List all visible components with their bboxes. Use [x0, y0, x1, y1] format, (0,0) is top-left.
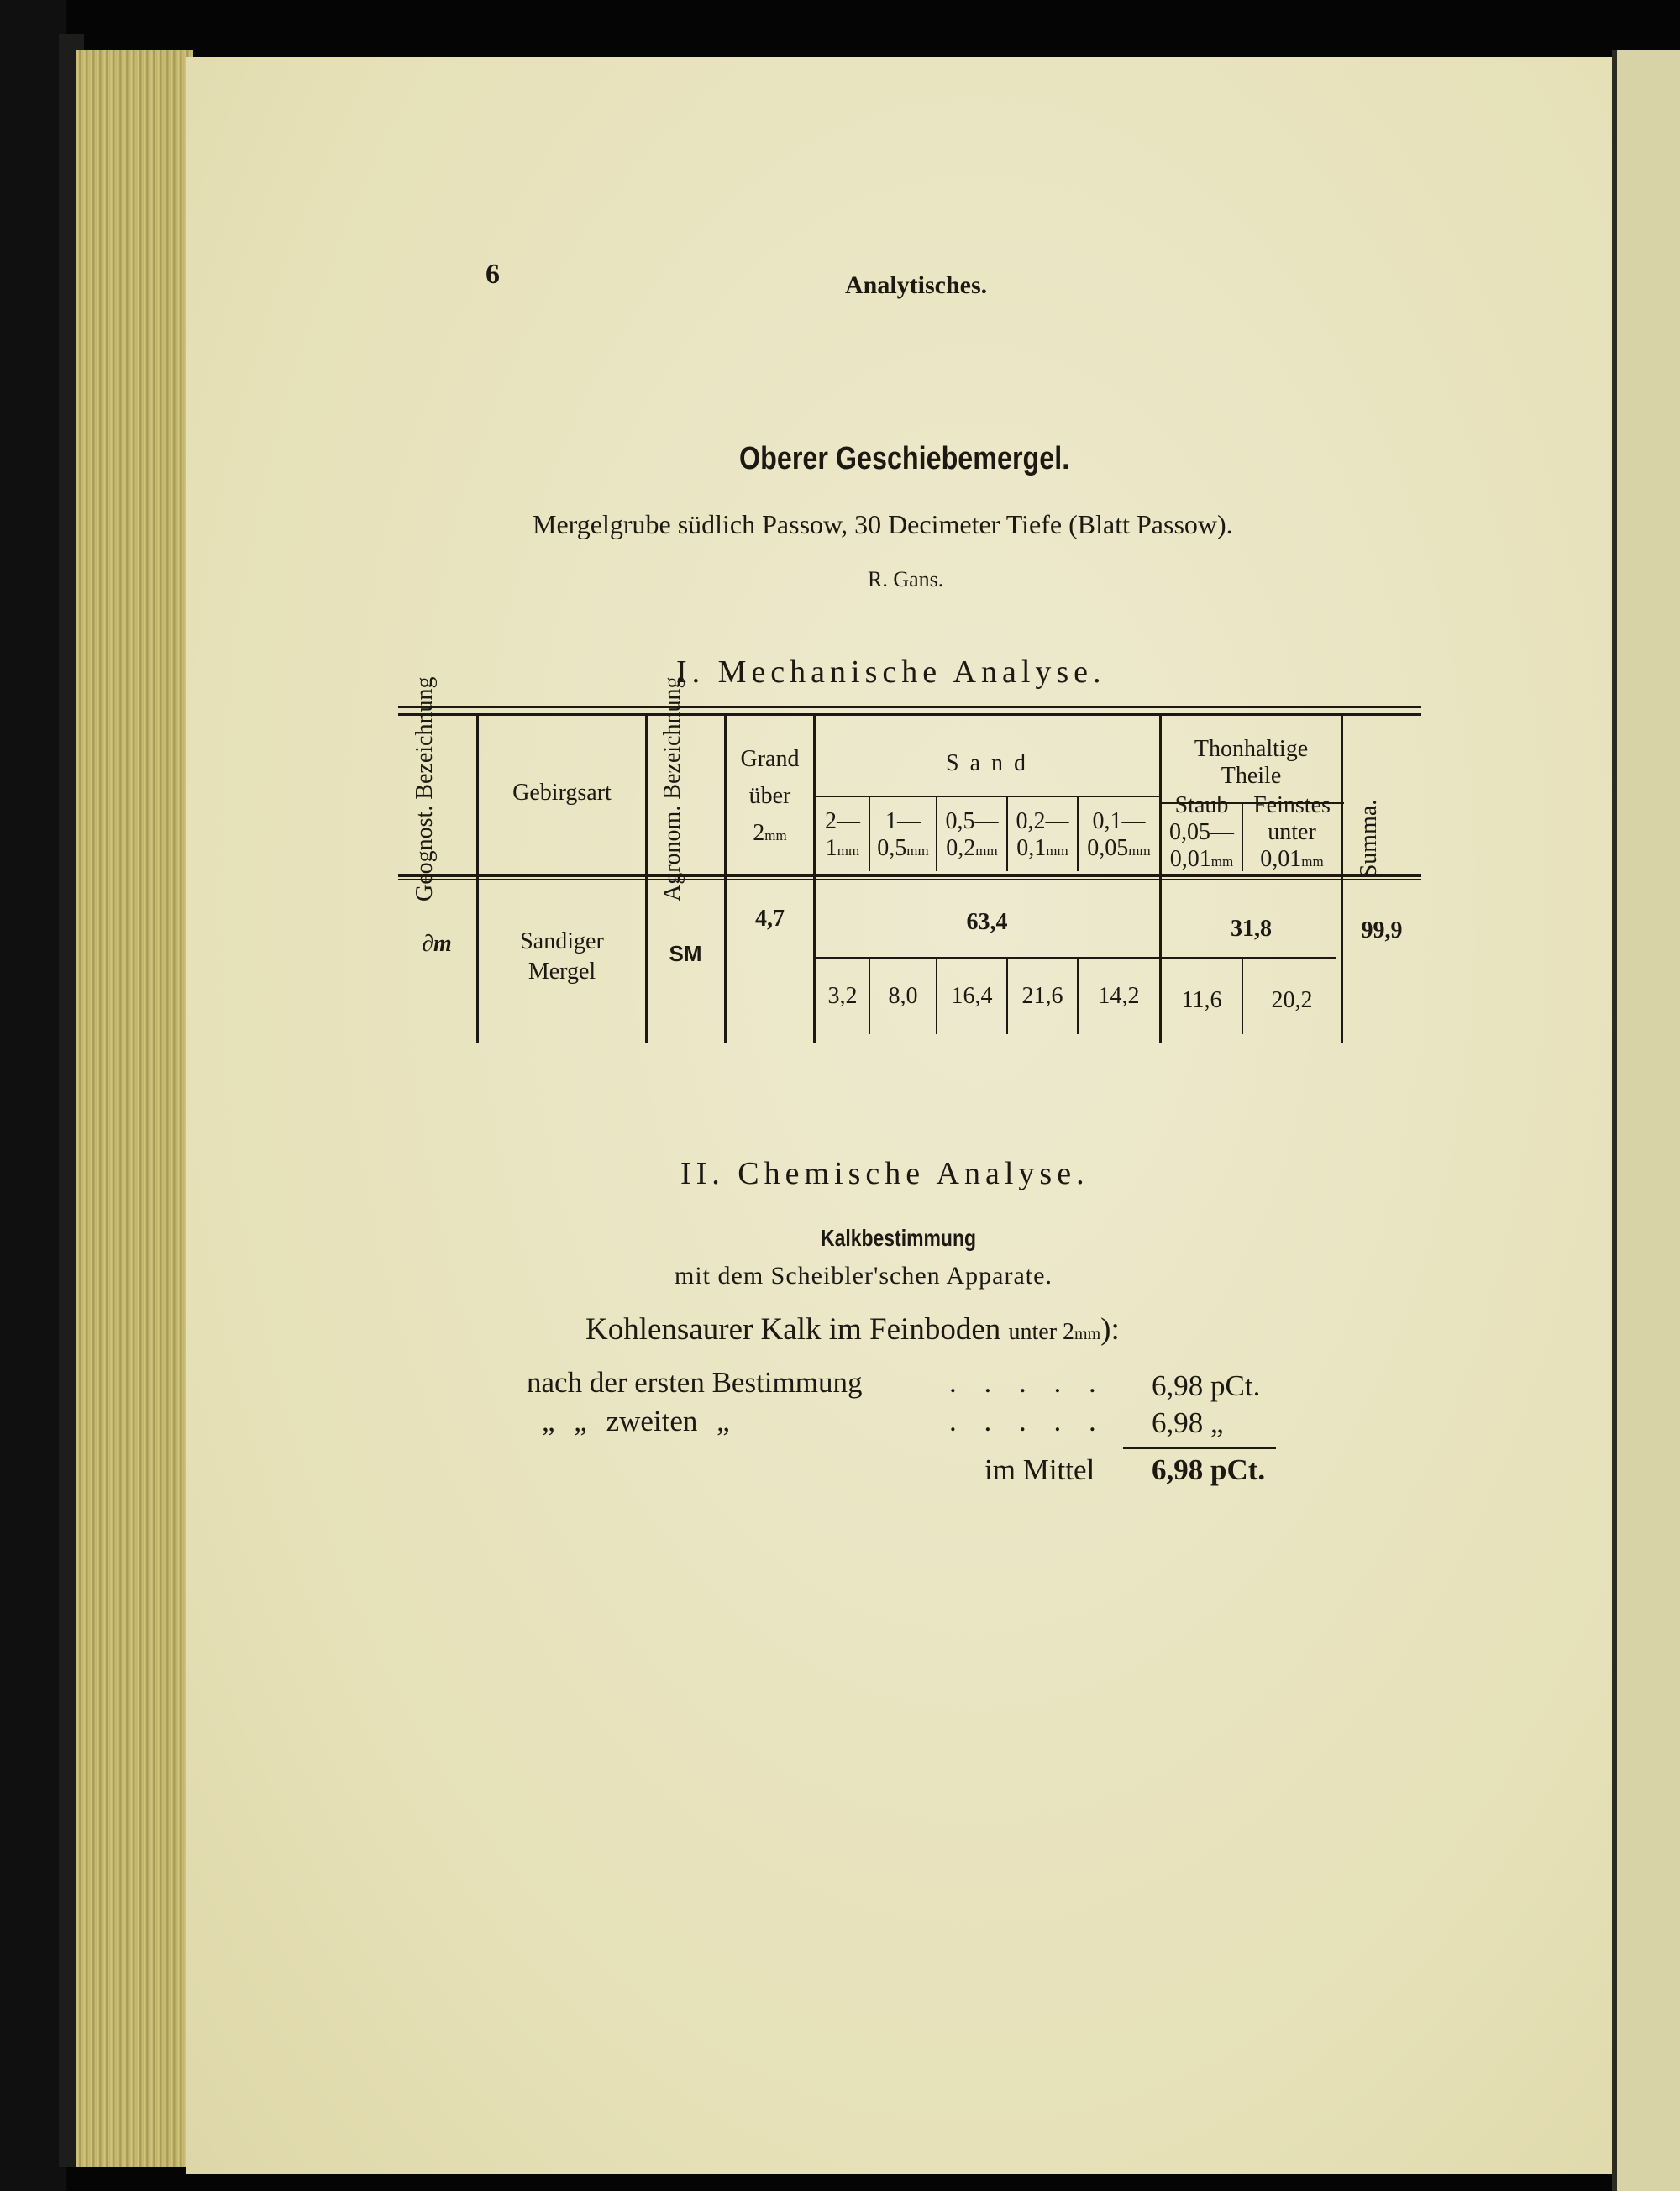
header-staub: [1162, 792, 1242, 875]
subtotal-rule: [815, 957, 1336, 959]
gebirgsart-line2: Mergel: [528, 959, 596, 985]
unit-mm: mm: [837, 843, 860, 859]
section-title: Oberer Geschiebemergel.: [739, 441, 1070, 476]
sand-col-5-to: 0,05: [1087, 835, 1129, 861]
cell-geognost: ∂m: [422, 931, 452, 957]
sand-col-1-to: 1: [825, 835, 837, 861]
header-summa-text: Summa.: [1356, 799, 1382, 878]
first-measurement-value: 6,98 pCt.: [1152, 1369, 1261, 1402]
cell-sand-1: 3,2: [827, 983, 858, 1009]
unit-mm: mm: [1210, 854, 1234, 870]
col-rule: [476, 716, 479, 1043]
header-gebirgsart: Gebirgsart: [512, 780, 612, 806]
cell-gebirgsart: [479, 927, 645, 987]
mean-value: 6,98 pCt.: [1152, 1453, 1266, 1486]
location-subtitle: Mergelgrube südlich Passow, 30 Decimeter Tiefe (Blatt Passow).: [533, 509, 1233, 539]
header-sand-col-5: [1079, 808, 1159, 864]
unit-mm: mm: [1301, 854, 1324, 870]
staub-label: Staub: [1174, 792, 1229, 818]
cell-sand-4: 21,6: [1021, 983, 1063, 1009]
cell-sand-5: 14,2: [1098, 983, 1140, 1009]
unit-mm: mm: [975, 843, 998, 859]
sum-rule: [1123, 1447, 1276, 1449]
header-sand-col-2: [870, 808, 936, 864]
header-sand-col-1: [816, 808, 869, 864]
mean-label: im Mittel: [984, 1453, 1095, 1486]
header-thon: [1162, 736, 1341, 790]
cell-agronom: SM: [669, 941, 702, 966]
table-top-rule-2: [398, 713, 1421, 716]
running-head: Analytisches.: [845, 271, 988, 299]
header-grand-line3: [727, 820, 813, 849]
header-bottom-rule-2: [398, 879, 1421, 880]
cell-summa: 99,9: [1361, 917, 1403, 943]
sand-col-3-to: 0,2: [946, 835, 976, 861]
cell-staub: 11,6: [1181, 987, 1222, 1013]
second-measurement-value: 6,98 „: [1152, 1406, 1224, 1439]
chemical-analysis-heading: II. Chemische Analyse.: [680, 1156, 1089, 1191]
feinstes-size: 0,01: [1260, 846, 1302, 872]
author: R. Gans.: [868, 567, 944, 591]
kohlen-text: Kohlensaurer Kalk im Feinboden: [585, 1312, 1001, 1347]
sand-col-2-to: 0,5: [877, 835, 907, 861]
feinstes-unter: unter: [1268, 819, 1316, 845]
cell-sand-2: 8,0: [888, 983, 918, 1009]
unit-mm: mm: [1128, 843, 1151, 859]
table-top-rule: [398, 706, 1421, 708]
page-edges: [76, 50, 193, 2167]
kohlen-unit: mm: [1074, 1325, 1101, 1343]
cell-sand-3: 16,4: [951, 983, 993, 1009]
first-measurement-label: nach der ersten Bestimmung: [527, 1366, 863, 1399]
sand-col-3-from: 0,5—: [945, 808, 999, 834]
staub-from: 0,05—: [1169, 819, 1234, 845]
header-sand-col-4: [1008, 808, 1077, 864]
header-grand-line1: Grand: [740, 746, 800, 772]
unit-mm: mm: [1046, 843, 1068, 859]
second-measurement-label: „ „ zweiten „: [542, 1405, 730, 1437]
col-rule: [645, 716, 648, 1043]
sand-col-4-to: 0,1: [1016, 835, 1047, 861]
book-spine: [0, 0, 66, 2191]
header-thon-line1: Thonhaltige: [1194, 736, 1309, 762]
page-number: 6: [486, 259, 500, 290]
header-sand: S a n d: [946, 750, 1028, 776]
header-grand: [727, 746, 813, 849]
unit-mm: mm: [906, 843, 929, 859]
header-grand-line2: über: [748, 783, 791, 809]
grand-size: 2: [753, 820, 765, 846]
staub-to: 0,01: [1169, 846, 1211, 872]
sand-col-5-from: 0,1—: [1092, 808, 1146, 834]
sand-col-4-from: 0,2—: [1016, 808, 1069, 834]
second-measurement-dots: . . . . .: [949, 1405, 1106, 1437]
header-thon-line2: Theile: [1221, 763, 1282, 789]
kohlensaurer-kalk-line: [585, 1311, 1120, 1348]
kohlen-unter: unter 2: [1008, 1319, 1075, 1345]
cell-grand: 4,7: [755, 906, 785, 932]
header-sand-col-3: [937, 808, 1006, 864]
cell-sand-total: 63,4: [966, 909, 1008, 935]
cell-thon-total: 31,8: [1231, 916, 1272, 942]
unit-mm: mm: [764, 828, 787, 843]
book-page: [186, 57, 1621, 2174]
sand-col-2-from: 1—: [885, 808, 921, 834]
sand-subheader-rule: [815, 796, 1159, 797]
first-measurement-dots: . . . . .: [949, 1366, 1106, 1399]
kalk-title: Kalkbestimmung: [821, 1225, 976, 1251]
sand-col-1-from: 2—: [825, 808, 860, 834]
header-summa: [1356, 788, 1389, 889]
cell-feinstes: 20,2: [1271, 987, 1313, 1013]
header-feinstes: [1243, 792, 1341, 875]
gebirgsart-line1: Sandiger: [520, 928, 604, 954]
kalk-subtitle: mit dem Scheibler'schen Apparate.: [675, 1262, 1053, 1290]
mechanical-analysis-heading: I. Mechanische Analyse.: [676, 654, 1106, 690]
next-page-edge: [1614, 50, 1680, 2191]
header-geognost: [412, 676, 462, 901]
col-rule: [1341, 716, 1343, 1043]
header-agronom: [659, 676, 710, 901]
header-geognost-text: Geognost. Bezeichnung: [412, 676, 438, 901]
feinstes-label: Feinstes: [1253, 792, 1331, 818]
header-agronom-text: Agronom. Bezeichnung: [659, 676, 685, 901]
kohlen-end: ):: [1100, 1312, 1120, 1347]
